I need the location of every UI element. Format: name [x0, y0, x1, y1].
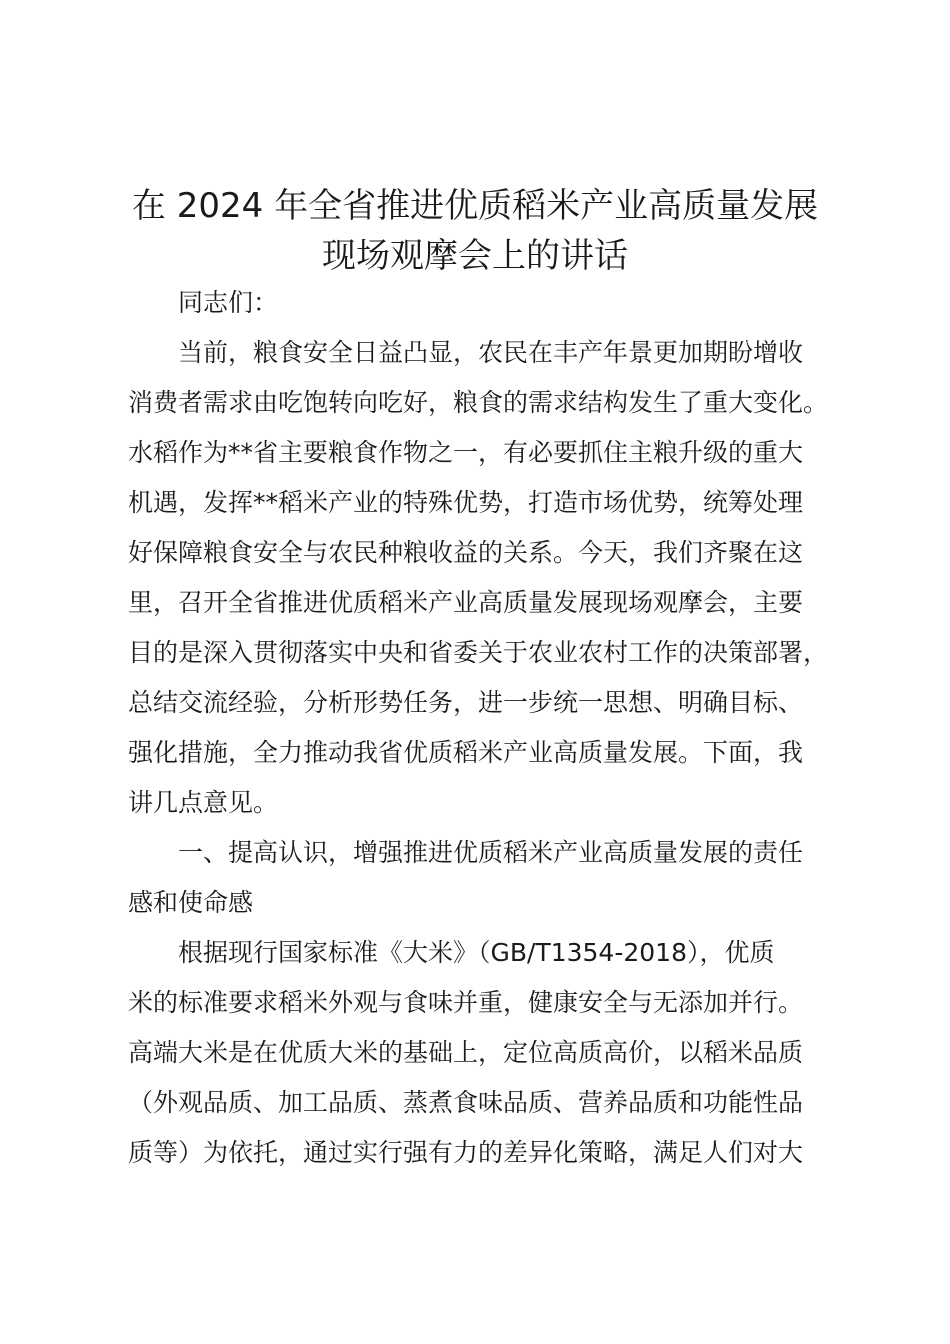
paragraph-line: 水稻作为**省主要粮食作物之一，有必要抓住主粮升级的重大: [128, 438, 804, 467]
paragraph-line: 消费者需求由吃饱转向吃好，粮食的需求结构发生了重大变化。: [128, 388, 829, 417]
document-title-line-1: 在 2024 年全省推进优质稻米产业高质量发展: [131, 186, 819, 226]
paragraph-line: 里，召开全省推进优质稻米产业高质量发展现场观摩会，主要: [128, 588, 804, 617]
paragraph-line: 总结交流经验，分析形势任务，进一步统一思想、明确目标、: [128, 688, 804, 717]
section-heading-line: 感和使命感: [128, 888, 254, 917]
paragraph-line: 当前，粮食安全日益凸显，农民在丰产年景更加期盼增收: [178, 338, 804, 367]
document-title-line-2: 现场观摩会上的讲话: [322, 236, 628, 276]
paragraph-line: 米的标准要求稻米外观与食味并重，健康安全与无添加并行。: [128, 988, 804, 1017]
paragraph-line: 强化措施，全力推动我省优质稻米产业高质量发展。下面，我: [128, 738, 804, 767]
salutation: 同志们：: [178, 288, 279, 317]
paragraph-line: 机遇，发挥**稻米产业的特殊优势，打造市场优势，统筹处理: [128, 488, 804, 517]
paragraph-line: 讲几点意见。: [128, 788, 279, 817]
paragraph-line: 高端大米是在优质大米的基础上，定位高质高价，以稻米品质: [128, 1038, 804, 1067]
paragraph-line: 好保障粮食安全与农民种粮收益的关系。今天，我们齐聚在这: [128, 538, 804, 567]
paragraph-line: 根据现行国家标准《大米》（GB/T1354-2018），优质: [178, 938, 775, 967]
paragraph-line: （外观品质、加工品质、蒸煮食味品质、营养品质和功能性品: [128, 1088, 804, 1117]
paragraph-line: 质等）为依托，通过实行强有力的差异化策略，满足人们对大: [128, 1138, 804, 1167]
paragraph-line: 目的是深入贯彻落实中央和省委关于农业农村工作的决策部署，: [128, 638, 829, 667]
section-heading-line: 一、提高认识，增强推进优质稻米产业高质量发展的责任: [178, 838, 804, 867]
